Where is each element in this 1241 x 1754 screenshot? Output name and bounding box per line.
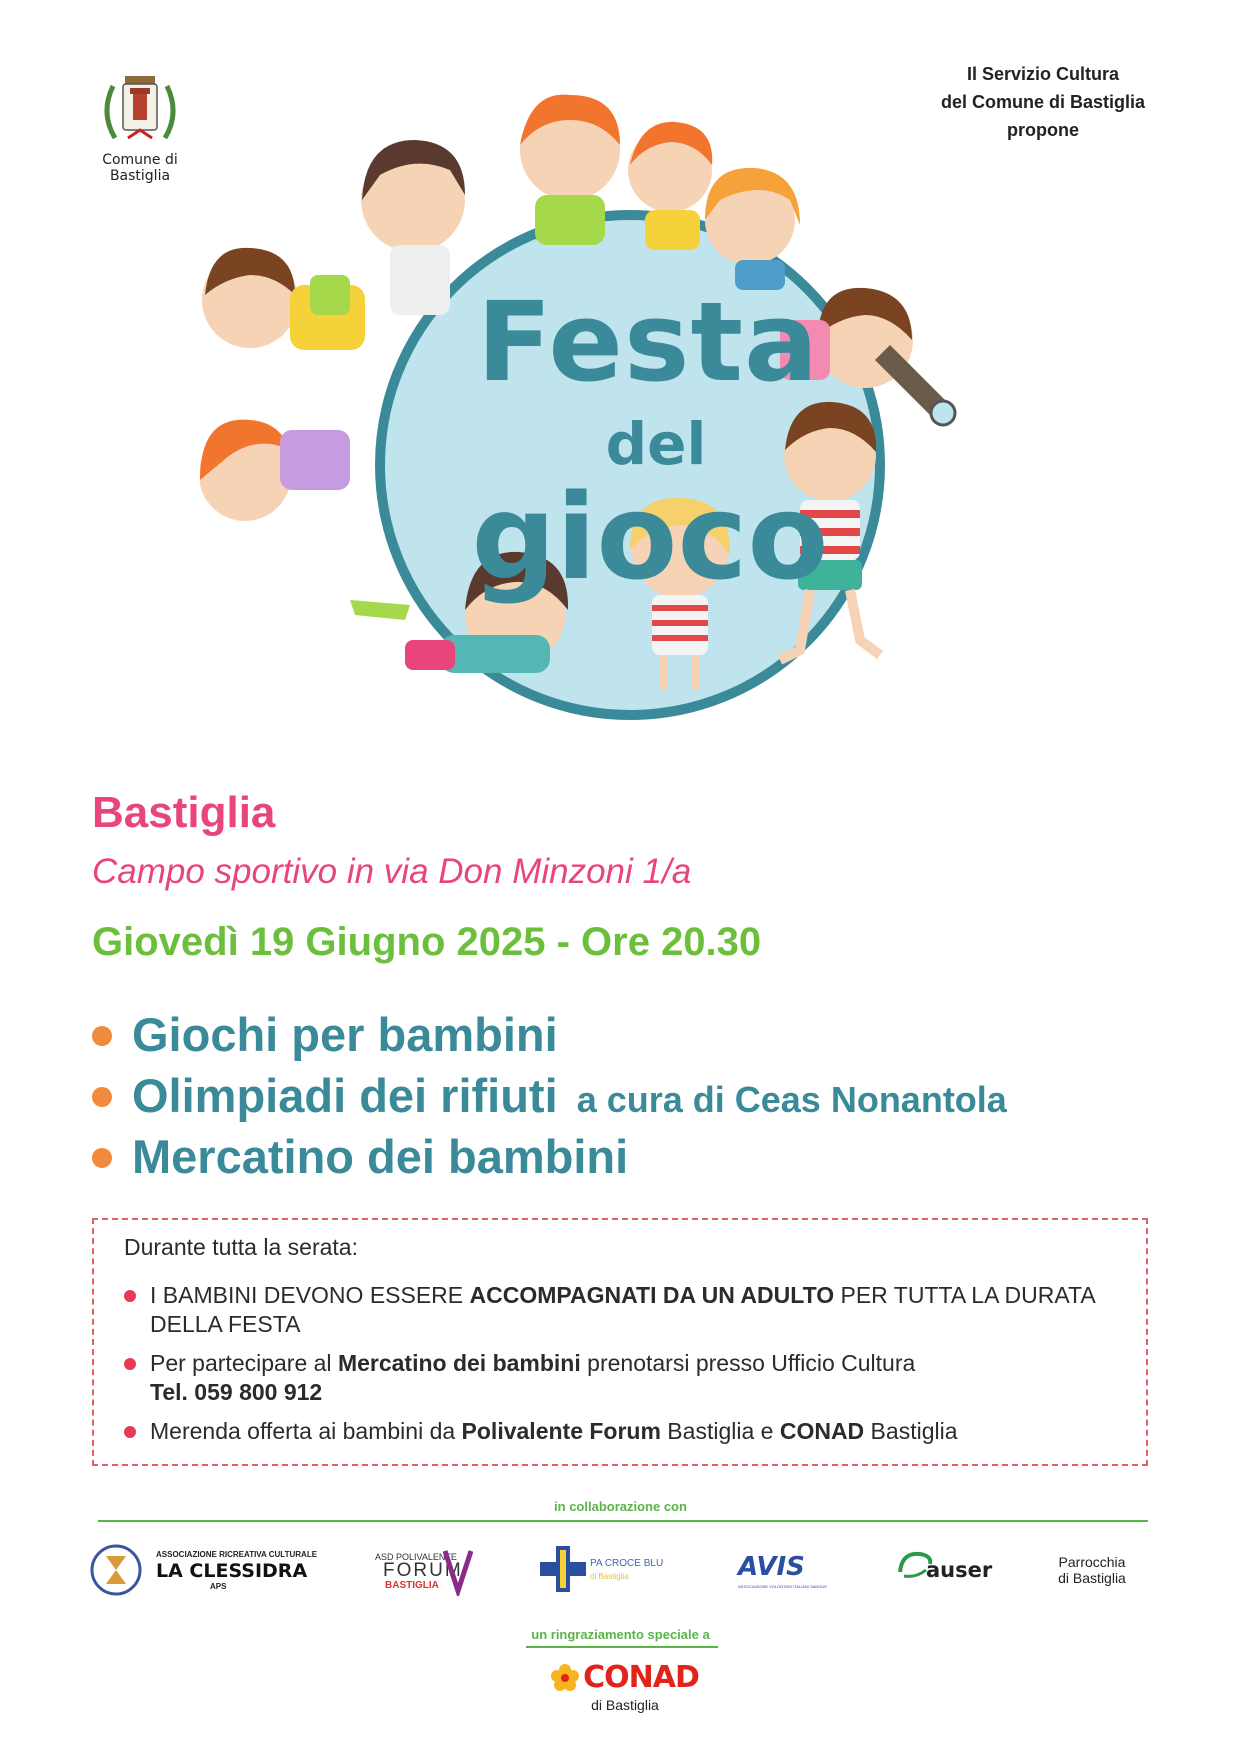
info-text: PER TUTTA LA DURATA DELLA FESTA [150, 1282, 1095, 1337]
clessidra-line-2: LA CLESSIDRA [156, 1560, 308, 1582]
parrocchia-line-1: Parrocchia [1058, 1554, 1126, 1570]
info-text: Bastiglia e [660, 1418, 780, 1444]
bullet-dot-icon [124, 1290, 136, 1302]
forum-line-1: ASD POLIVALENTE [375, 1552, 457, 1562]
activity-main: Olimpiadi dei rifiuti [132, 1069, 558, 1122]
info-list [124, 1281, 1116, 1446]
servizio-line-1: Il Servizio Cultura [966, 64, 1120, 84]
title-gioco: gioco [471, 468, 829, 606]
forum-line-2: FORUM [383, 1560, 463, 1581]
event-address: Campo sportivo in via Don Minzoni 1/a [92, 852, 692, 891]
collaboration-title: in collaborazione con [554, 1499, 687, 1514]
flower-icon [551, 1664, 579, 1692]
bullet-dot-icon [124, 1358, 136, 1370]
clessidra-line-3: APS [210, 1582, 227, 1591]
thanks-divider [526, 1646, 718, 1648]
avis-line-2: ASSOCIAZIONE VOLONTARI ITALIANI SANGUE [738, 1584, 827, 1589]
sponsor-auser [896, 1530, 1006, 1610]
bullet-dot-icon [92, 1148, 112, 1168]
activity-item [92, 1126, 1007, 1187]
sponsor-croce-blu [540, 1530, 680, 1610]
activity-item [92, 1065, 1007, 1126]
thanks-title: un ringraziamento speciale a [531, 1627, 710, 1642]
sponsor-avis [738, 1530, 838, 1610]
activity-sub: a cura di Ceas Nonantola [576, 1079, 1007, 1120]
conad-logo [540, 1660, 710, 1713]
info-intro: Durante tutta la serata: [124, 1234, 358, 1260]
info-text: prenotarsi presso Ufficio Cultura [580, 1350, 916, 1376]
activity-main: Giochi per bambini [132, 1008, 558, 1061]
hero-illustration [200, 60, 1080, 800]
sponsor-polivalente-forum [375, 1530, 475, 1610]
sponsor-parrocchia [1050, 1530, 1150, 1610]
title-del: del [605, 410, 707, 478]
comune-caption: Comune di Bastiglia [102, 152, 178, 184]
croce-blu-line-2: di Bastiglia [590, 1572, 629, 1581]
activity-item [92, 1004, 1007, 1065]
conad-sub: di Bastiglia [591, 1696, 659, 1713]
conad-word: CONAD [583, 1660, 699, 1695]
info-item [124, 1417, 1116, 1446]
title-festa: Festa [476, 278, 820, 406]
info-text: Merenda offerta ai bambini da [150, 1418, 462, 1444]
event-place: Bastiglia [92, 788, 276, 837]
bullet-dot-icon [124, 1426, 136, 1438]
sponsor-la-clessidra [90, 1530, 318, 1610]
forum-line-3: BASTIGLIA [385, 1580, 439, 1591]
info-bold: Mercatino dei bambini [337, 1350, 581, 1376]
croce-blu-line-1: PA CROCE BLU [590, 1558, 664, 1569]
info-phone: Tel. 059 800 912 [150, 1379, 323, 1405]
clessidra-line-1: ASSOCIAZIONE RICREATIVA CULTURALE [156, 1550, 318, 1559]
forum-v-icon [443, 1546, 473, 1596]
auser-line-1: auser [926, 1558, 993, 1582]
activity-main: Mercatino dei bambini [132, 1130, 629, 1183]
info-bold: ACCOMPAGNATI DA UN ADULTO [469, 1282, 835, 1308]
info-box [92, 1218, 1148, 1466]
bullet-dot-icon [92, 1026, 112, 1046]
servizio-line-2: del Comune di Bastiglia [940, 92, 1146, 112]
servizio-line-3: propone [1007, 120, 1079, 140]
info-text: Bastiglia [864, 1418, 958, 1444]
bullet-dot-icon [92, 1087, 112, 1107]
info-item [124, 1281, 1116, 1339]
collaboration-divider [98, 1520, 1148, 1522]
activities-list [92, 1004, 1007, 1187]
avis-line-1: AVIS [738, 1552, 805, 1582]
info-text: I BAMBINI DEVONO ESSERE [150, 1282, 470, 1308]
cross-icon [540, 1546, 586, 1592]
sponsors-row [90, 1530, 1160, 1610]
comune-logo [70, 68, 210, 184]
info-bold: Polivalente Forum [461, 1418, 661, 1444]
event-date: Giovedì 19 Giugno 2025 - Ore 20.30 [92, 920, 762, 964]
info-text: Per partecipare al [150, 1350, 338, 1376]
info-item [124, 1349, 1116, 1407]
parrocchia-line-2: di Bastiglia [1058, 1570, 1126, 1586]
coat-of-arms-icon [95, 68, 185, 150]
info-bold: CONAD [779, 1418, 865, 1444]
child-boy-topcenter [520, 95, 620, 245]
conad-brand [551, 1660, 699, 1695]
